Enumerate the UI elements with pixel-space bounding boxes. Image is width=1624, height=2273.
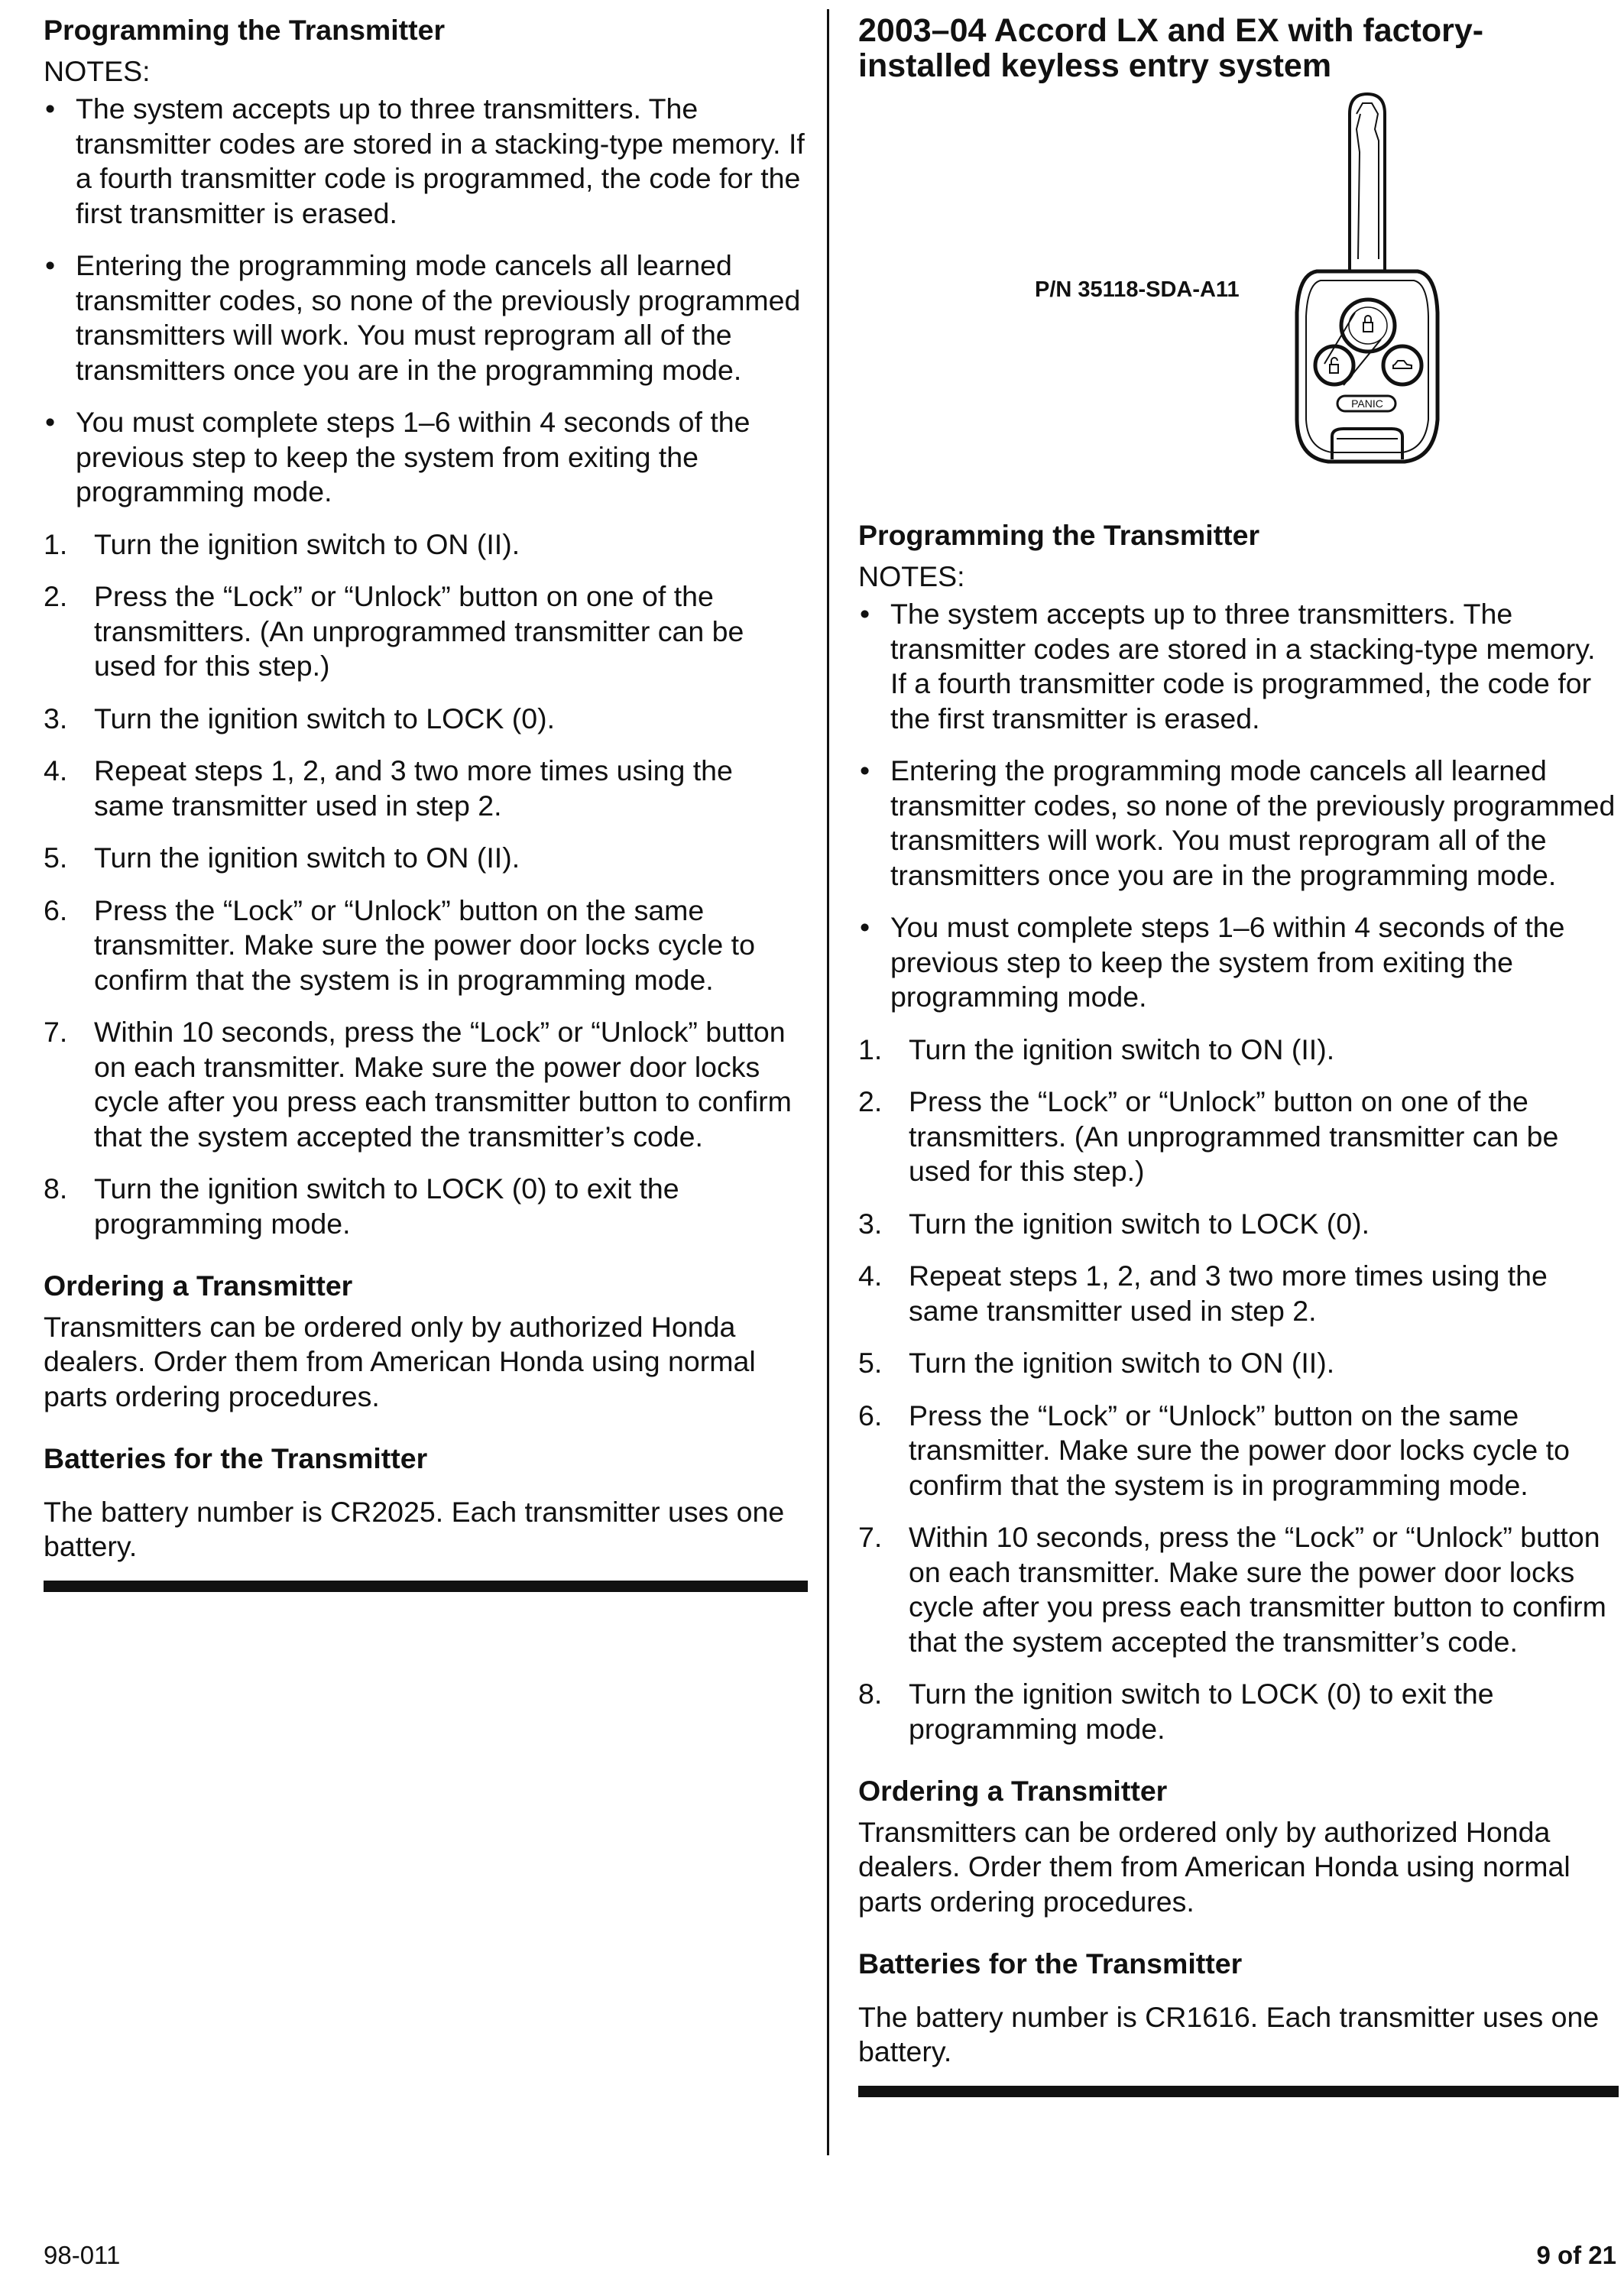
step-number: 1. [44,527,68,560]
key-fob-figure [858,83,1619,491]
step-number: 4. [858,1260,883,1292]
bullet-icon: • [45,406,56,438]
step-number: 8. [44,1172,68,1205]
step-text: Turn the ignition switch to LOCK (0). [94,702,556,734]
step-number: 2. [858,1085,883,1117]
battery-slot [1332,429,1402,459]
step-item [44,754,808,823]
step-item [858,1033,1619,1068]
batteries-heading: Batteries for the Transmitter [858,1947,1243,1980]
step-item [858,1346,1619,1381]
unlock-button-icon [1315,346,1353,384]
page-number: 9 of 21 [1536,2241,1616,2269]
step-text: Turn the ignition switch to ON (II). [909,1347,1335,1379]
batteries-text: The battery number is CR2025. Each transmitter uses one battery. [44,1495,785,1562]
note-item [858,910,1619,1015]
step-item [858,1085,1619,1189]
column-divider [827,9,829,2155]
lock-button-icon [1341,300,1395,352]
note-item [44,248,808,387]
step-item [44,1015,808,1154]
step-item [44,702,808,737]
bullet-icon: • [45,92,56,125]
ordering-text: Transmitters can be ordered only by authorized Honda dealers. Order them from American Honda using normal parts ordering procedures. [858,1815,1571,1918]
step-text: Within 10 seconds, press the “Lock” or “Unlock” button on each transmitter. Make sure the power door locks cycle after you press each transmitter button to confirm that the system accepted the transmitter’s code. [909,1521,1606,1658]
key-blade [1350,94,1385,271]
section-heading: Programming the Transmitter [44,14,446,46]
step-number: 2. [44,580,68,612]
note-text: The system accepts up to three transmitters. The transmitter codes are stored in a stacking-type memory. If a fourth transmitter code is programmed, the code for the first transmitter is erased. [890,598,1596,734]
step-text: Press the “Lock” or “Unlock” button on the same transmitter. Make sure the power door locks cycle to confirm that the system is in programming mode. [909,1399,1570,1501]
note-text: You must complete steps 1–6 within 4 seconds of the previous step to keep the system from exiting the programming mode. [76,406,750,507]
bullet-icon: • [45,249,56,281]
note-item [858,754,1619,893]
bullet-icon: • [860,754,870,786]
step-number: 4. [44,754,68,786]
step-number: 7. [858,1521,883,1553]
notes-list [858,597,1619,1015]
note-item [44,92,808,231]
key-fob-illustration [858,83,1619,491]
batteries-heading: Batteries for the Transmitter [44,1442,428,1474]
step-text: Within 10 seconds, press the “Lock” or “Unlock” button on each transmitter. Make sure the power door locks cycle after you press each transmitter button to confirm that the system accepted the transmitter’s code. [94,1016,792,1153]
step-text: Repeat steps 1, 2, and 3 two more times using the same transmitter used in step 2. [909,1260,1548,1327]
title-line: 2003–04 Accord LX and EX with factory- [858,12,1484,49]
note-text: You must complete steps 1–6 within 4 seconds of the previous step to keep the system from exiting the programming mode. [890,911,1565,1013]
note-item [858,597,1619,736]
section-title [858,13,1619,83]
step-text: Turn the ignition switch to LOCK (0). [909,1207,1370,1240]
ordering-heading: Ordering a Transmitter [44,1269,353,1302]
notes-list [44,92,808,510]
ordering-text: Transmitters can be ordered only by authorized Honda dealers. Order them from American Honda using normal parts ordering procedures. [44,1310,756,1412]
step-item [44,527,808,563]
step-number: 8. [858,1678,883,1710]
title-line: installed keyless entry system [858,47,1332,84]
step-text: Press the “Lock” or “Unlock” button on one of the transmitters. (An unprogrammed transmitter can be used for this step.) [909,1085,1559,1187]
steps-list [858,1033,1619,1747]
step-text: Repeat steps 1, 2, and 3 two more times using the same transmitter used in step 2. [94,754,733,822]
step-number: 3. [44,702,68,734]
step-item [858,1520,1619,1659]
panic-label: PANIC [1351,397,1383,410]
document-number: 98-011 [44,2241,121,2269]
step-number: 1. [858,1033,883,1065]
bullet-icon: • [860,598,870,630]
step-item [858,1399,1619,1503]
step-item [44,1172,808,1241]
step-text: Press the “Lock” or “Unlock” button on one of the transmitters. (An unprogrammed transmitter can be used for this step.) [94,580,744,682]
note-item [44,405,808,510]
step-text: Press the “Lock” or “Unlock” button on the same transmitter. Make sure the power door locks cycle to confirm that the system is in programming mode. [94,893,755,996]
bullet-icon: • [860,911,870,943]
step-item [858,1259,1619,1328]
trunk-button-icon [1383,346,1421,384]
step-number: 6. [858,1399,883,1432]
notes-label: NOTES: [858,559,965,592]
step-text: Turn the ignition switch to ON (II). [94,841,520,874]
step-number: 7. [44,1016,68,1048]
notes-label: NOTES: [44,54,151,87]
step-number: 5. [44,841,68,874]
section-heading: Programming the Transmitter [858,519,1260,551]
part-number-label: P/N 35118-SDA-A11 [1035,277,1240,302]
step-number: 6. [44,893,68,926]
step-item [44,841,808,876]
step-item [44,893,808,998]
step-item [858,1677,1619,1746]
step-text: Turn the ignition switch to LOCK (0) to exit the programming mode. [94,1172,679,1240]
batteries-text: The battery number is CR1616. Each transmitter uses one battery. [858,2000,1600,2067]
step-item [858,1207,1619,1242]
steps-list [44,527,808,1242]
note-text: The system accepts up to three transmitters. The transmitter codes are stored in a stacking-type memory. If a fourth transmitter code is programmed, the code for the first transmitter is erased. [76,92,805,229]
right-column [858,13,1619,2097]
note-text: Entering the programming mode cancels all learned transmitter codes, so none of the previously programmed transmitters will work. You must reprogram all of the transmitters once you are in the programming mode. [76,249,801,386]
section-end-bar [44,1581,808,1592]
section-end-bar [858,2086,1619,2097]
ordering-heading: Ordering a Transmitter [858,1775,1168,1807]
step-text: Turn the ignition switch to ON (II). [94,527,520,560]
note-text: Entering the programming mode cancels all learned transmitter codes, so none of the previously programmed transmitters will work. You must reprogram all of the transmitters once you are in the programming mode. [890,754,1616,891]
step-number: 5. [858,1347,883,1379]
step-item [44,579,808,684]
step-text: Turn the ignition switch to ON (II). [909,1033,1335,1065]
left-column [44,13,808,1592]
step-number: 3. [858,1207,883,1240]
step-text: Turn the ignition switch to LOCK (0) to exit the programming mode. [909,1678,1494,1745]
